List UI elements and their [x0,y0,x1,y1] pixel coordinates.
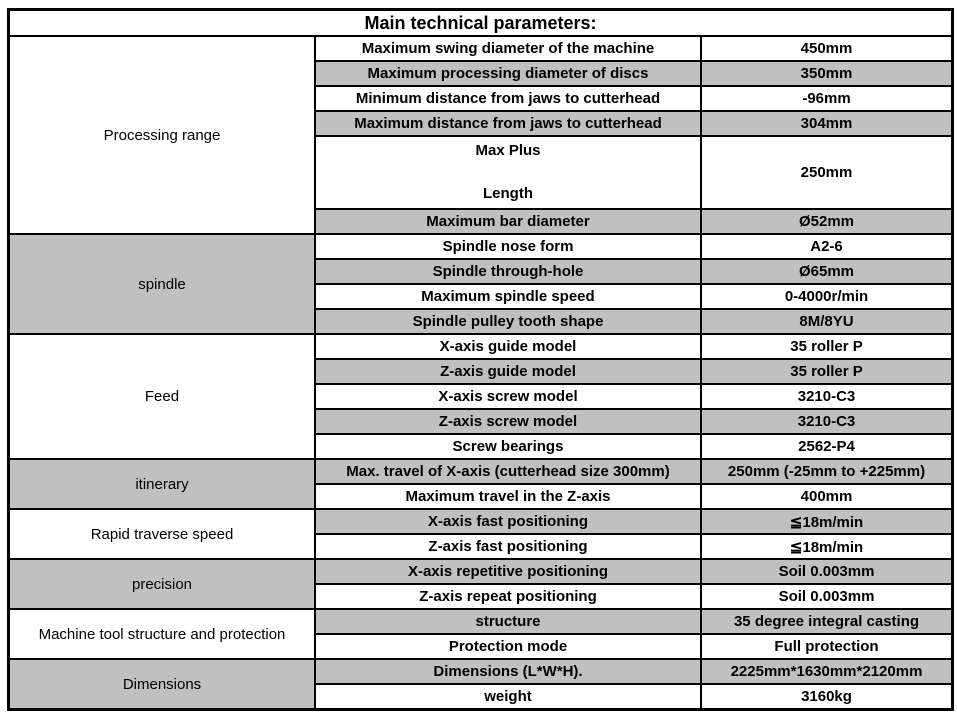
value-cell: Soil 0.003mm [701,559,952,584]
param-cell: Dimensions (L*W*H). [315,659,701,684]
value-cell: A2-6 [701,234,952,259]
param-cell: Maximum distance from jaws to cutterhead [315,111,701,136]
param-cell: X-axis fast positioning [315,509,701,534]
param-cell: X-axis screw model [315,384,701,409]
param-cell: Protection mode [315,634,701,659]
param-cell: Spindle through-hole [315,259,701,284]
param-cell: Spindle nose form [315,234,701,259]
param-cell: Maximum spindle speed [315,284,701,309]
param-cell: Maximum processing diameter of discs [315,61,701,86]
value-cell: 8M/8YU [701,309,952,334]
value-cell: Full protection [701,634,952,659]
technical-parameters-table [7,8,954,711]
param-cell: weight [315,684,701,709]
value-cell: 3210-C3 [701,409,952,434]
category-spindle: spindle [9,234,315,334]
value-cell: 450mm [701,36,952,61]
param-line-2: Length [483,184,533,202]
param-cell: Maximum travel in the Z-axis [315,484,701,509]
category-machine-tool-structure: Machine tool structure and protection [9,609,315,659]
table-title: Main technical parameters: [9,10,952,36]
param-cell: structure [315,609,701,634]
value-cell: 350mm [701,61,952,86]
value-cell: 304mm [701,111,952,136]
param-line-1: Max Plus [475,141,541,159]
value-cell: ≦18m/min [701,509,952,534]
param-cell: Max. travel of X-axis (cutterhead size 300mm) [315,459,701,484]
value-cell: Soil 0.003mm [701,584,952,609]
value-cell: 250mm [701,136,952,209]
category-precision: precision [9,559,315,609]
value-cell: -96mm [701,86,952,111]
param-cell: Z-axis screw model [315,409,701,434]
category-dimensions: Dimensions [9,659,315,709]
value-cell: ≦18m/min [701,534,952,559]
param-cell: Minimum distance from jaws to cutterhead [315,86,701,111]
param-cell: Spindle pulley tooth shape [315,309,701,334]
value-cell: 400mm [701,484,952,509]
param-cell: X-axis repetitive positioning [315,559,701,584]
value-cell: 2562-P4 [701,434,952,459]
value-cell: 35 roller P [701,334,952,359]
param-cell: Maximum swing diameter of the machine [315,36,701,61]
param-cell: Z-axis repeat positioning [315,584,701,609]
category-itinerary: itinerary [9,459,315,509]
value-cell: Ø52mm [701,209,952,234]
param-cell: X-axis guide model [315,334,701,359]
param-cell [315,136,701,209]
value-cell: 3210-C3 [701,384,952,409]
category-rapid-traverse-speed: Rapid traverse speed [9,509,315,559]
category-processing-range: Processing range [9,36,315,234]
value-cell: 35 roller P [701,359,952,384]
value-cell: 2225mm*1630mm*2120mm [701,659,952,684]
value-cell: Ø65mm [701,259,952,284]
category-feed: Feed [9,334,315,459]
value-cell: 250mm (-25mm to +225mm) [701,459,952,484]
param-cell: Maximum bar diameter [315,209,701,234]
param-cell: Z-axis fast positioning [315,534,701,559]
value-cell: 0-4000r/min [701,284,952,309]
param-cell: Z-axis guide model [315,359,701,384]
value-cell: 3160kg [701,684,952,709]
param-cell: Screw bearings [315,434,701,459]
value-cell: 35 degree integral casting [701,609,952,634]
